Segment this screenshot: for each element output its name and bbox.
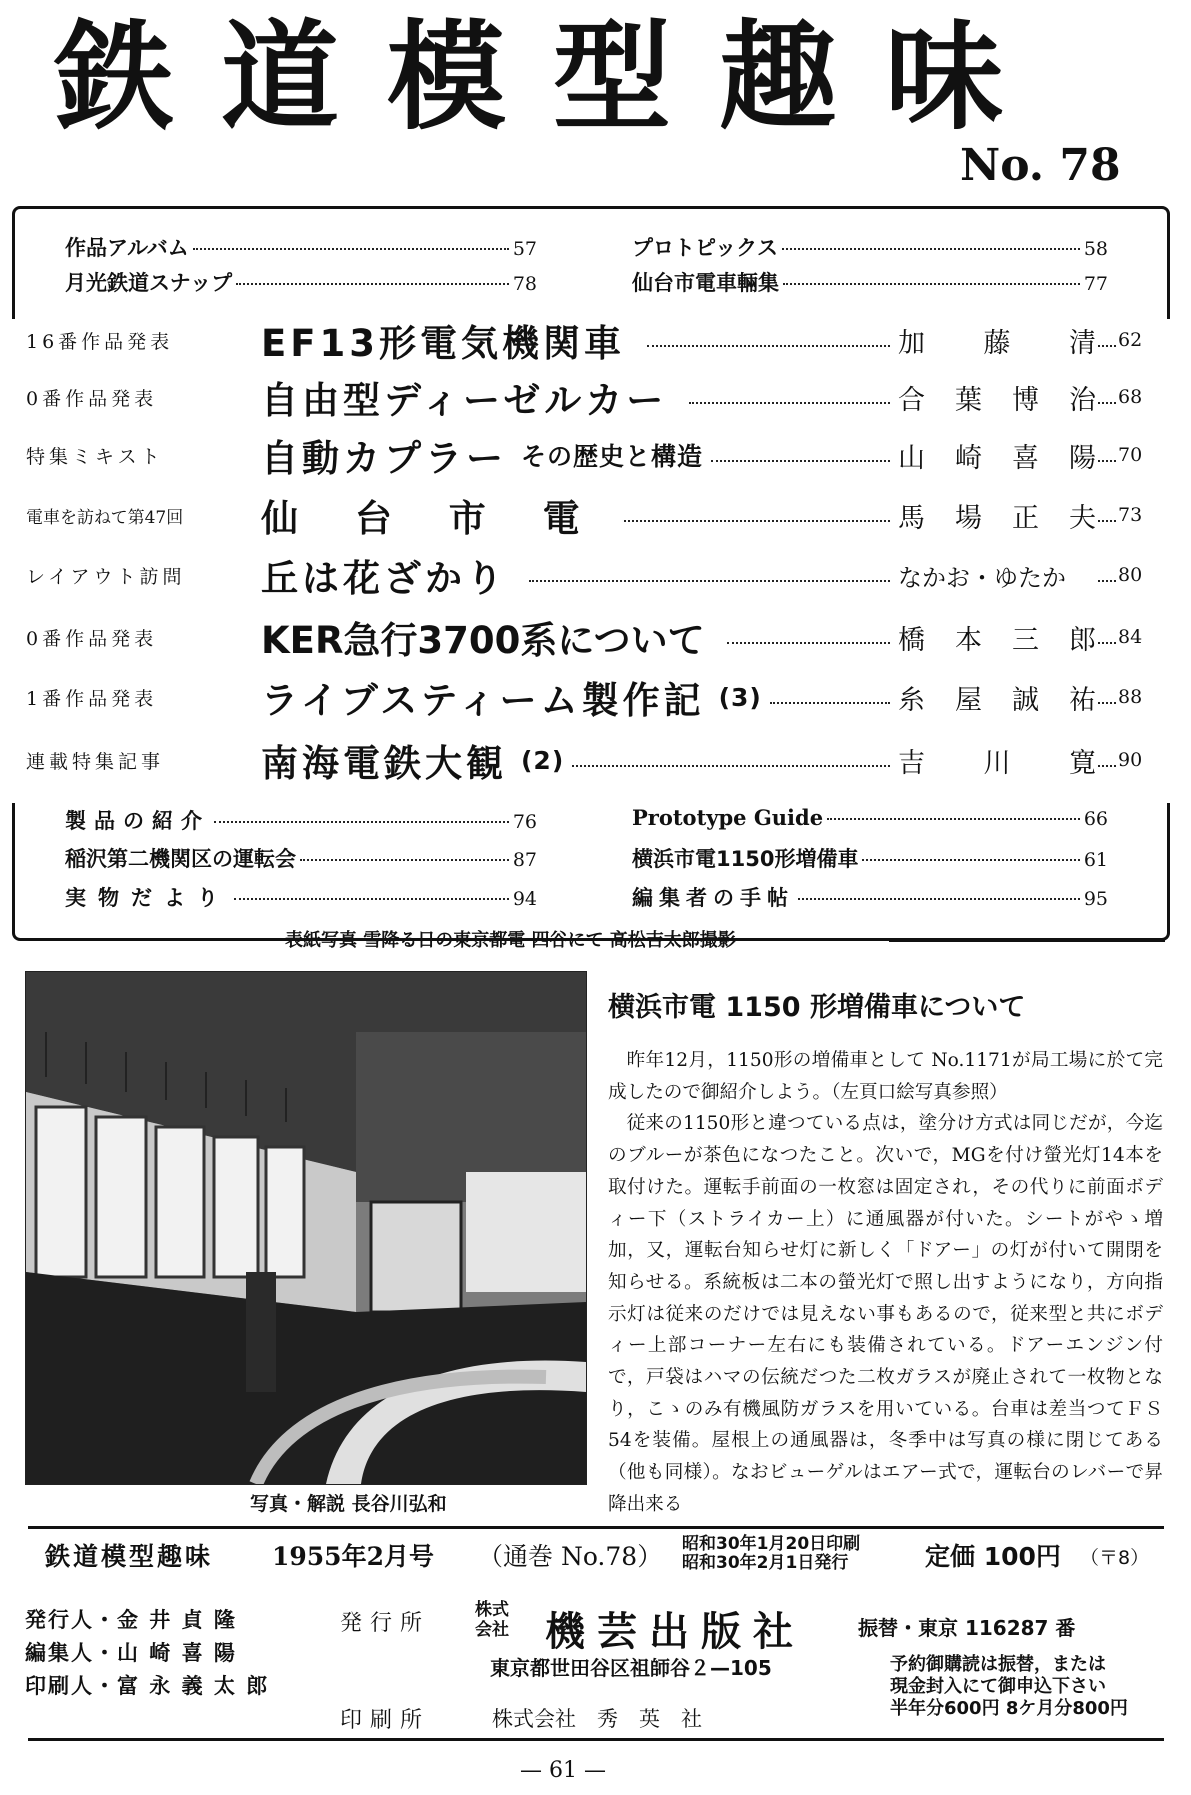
article-author: 馬 場 正 夫 — [898, 502, 1096, 534]
toc-short-item[interactable]: 仙台市電車輛集 77 — [632, 271, 1108, 295]
cover-photo-caption: 表紙写真 雪降る日の東京都電 四谷にて 高松吉太郎撮影 — [285, 930, 736, 951]
toc-short-item[interactable]: プロトピックス 58 — [632, 236, 1108, 260]
toc-short-item[interactable]: 実物だより 94 — [65, 886, 537, 910]
footer-magazine: 鉄道模型趣味 — [45, 1542, 214, 1571]
toc-short-item[interactable]: 月光鉄道スナップ 78 — [65, 271, 537, 295]
toc-short-item[interactable]: Prototype Guide 66 — [632, 805, 1108, 830]
toc-article[interactable]: 0番作品発表 KER急行3700系について 橋 本 三 郎 84 — [26, 619, 1143, 662]
paragraph: 従来の1150形と違つている点は，塗分け方式は同じだが，今迄のブルーが茶色になつたこと。次いで，MGを付け螢光灯14本を取付けた。運転手前面の一枚窓は固定され，その代りに前面ボディー下（ストライカー上）に通風器が付いた。シートがやゝ増加，又，運転台知らせ灯に新しく「ドアー」の灯が付いて開閉を知らせる。系統板は二本の螢光灯で照し出すようになり，方向指示灯は従来のだけでは見えない事もあるので，従来型と共にボディー上部コーナー左右にも装備されている。ドアーエンジン付で，戸袋はハマの伝統だつた二枚ガラスが廃止されて一枚物となり，こゝのみ有機風防ガラスを用いている。台車は差当つてＦＳ54を装備。屋根上の通風器は，冬季中は写真の様に閉じてある（他も同様）。なおビューゲルはエアー式で，運転台のレバーで昇降出来る — [608, 1113, 1163, 1515]
subscription-line: 現金封入にて御申込下さい — [890, 1676, 1106, 1697]
toc-article[interactable]: 1番作品発表 ライブスティーム製作記 (3) 糸 屋 誠 祐 88 — [26, 679, 1143, 722]
price: 定価 100円 — [925, 1542, 1061, 1571]
photo-credit: 写真・解説 長谷川弘和 — [250, 1493, 447, 1515]
publisher-name: 機芸出版社 — [545, 1609, 805, 1655]
article-author: 糸 屋 誠 祐 — [898, 684, 1096, 716]
toc-short-item[interactable]: 稲沢第二機関区の運転会 87 — [65, 847, 537, 871]
postal-account: 振替・東京 116287 番 — [858, 1616, 1076, 1640]
toc-short-item[interactable]: 横浜市電1150形増備車 61 — [632, 847, 1108, 871]
cover-caption-rule — [889, 940, 1165, 942]
side-article-title: 横浜市電 1150 形増備車について — [608, 992, 1026, 1023]
article-author: 加 藤 清 — [898, 327, 1096, 359]
postage: （〒8） — [1080, 1547, 1150, 1569]
article-author: 橋 本 三 郎 — [898, 624, 1096, 656]
toc-article[interactable]: 0番作品発表 自由型ディーゼルカー 合 葉 博 治 68 — [26, 379, 1143, 422]
toc-short-item[interactable]: 編集者の手帖 95 — [632, 886, 1108, 910]
subscription-line: 半年分600円 8ケ月分800円 — [890, 1698, 1128, 1719]
issue-number: No. 78 — [960, 140, 1121, 191]
toc-article[interactable]: 特集ミキスト 自動カプラー その歴史と構造 山 崎 喜 陽 70 — [26, 437, 1143, 480]
magazine-title: 鉄道模型趣味 — [55, 8, 1052, 146]
toc-frame-top — [12, 206, 1170, 319]
printer-name: 株式会社 秀 英 社 — [492, 1707, 702, 1731]
publisher-label: 発行所 — [340, 1611, 431, 1636]
article-author: 山 崎 喜 陽 — [898, 442, 1096, 474]
footer-rule-top — [28, 1526, 1164, 1529]
article-author: なかお・ゆたか — [898, 563, 1066, 592]
toc-article[interactable]: レイアウト訪問 丘は花ざかり なかお・ゆたか 80 — [26, 557, 1143, 600]
printer-label: 印刷所 — [340, 1708, 431, 1733]
publish-date: 昭和30年2月1日発行 — [682, 1553, 849, 1573]
staff-publisher: 発行人・金 井 貞 隆 — [25, 1608, 237, 1632]
toc-article[interactable]: 電車を訪ねて第47回 仙 台 市 電 馬 場 正 夫 73 — [26, 497, 1143, 540]
staff-editor: 編集人・山 崎 喜 陽 — [25, 1641, 237, 1665]
toc-article[interactable]: 16番作品発表 EF13形電気機関車 加 藤 清 62 — [26, 322, 1143, 365]
toc-short-item[interactable]: 作品アルバム 57 — [65, 236, 537, 260]
article-author: 吉 川 寛 — [898, 747, 1096, 779]
kabushiki-kaisha: 株式会社 — [475, 1600, 509, 1640]
side-article-body — [608, 1045, 1163, 1521]
toc-article[interactable]: 連載特集記事 南海電鉄大観 (2) 吉 川 寛 90 — [26, 742, 1143, 785]
toc-short-item[interactable]: 製品の紹介 76 — [65, 809, 537, 833]
article-author: 合 葉 博 治 — [898, 384, 1096, 416]
footer-issue-date: 1955年2月号 — [272, 1542, 434, 1571]
subscription-line: 予約御購読は振替，または — [890, 1654, 1106, 1675]
tram-interior-photo — [25, 971, 587, 1485]
paragraph: 昨年12月，1150形の増備車として No.1171が局工場に於て完成したので御紹介しよう。（左頁口絵写真参照） — [608, 1050, 1163, 1103]
footer-volume: （通巻 No.78） — [478, 1542, 663, 1571]
print-date: 昭和30年1月20日印刷 — [682, 1534, 861, 1554]
staff-printer: 印刷人・富 永 義 太 郎 — [25, 1674, 270, 1698]
page-number: — 61 — — [520, 1758, 606, 1783]
footer-rule-bottom — [28, 1738, 1164, 1741]
publisher-address: 東京都世田谷区祖師谷２—105 — [490, 1656, 772, 1680]
